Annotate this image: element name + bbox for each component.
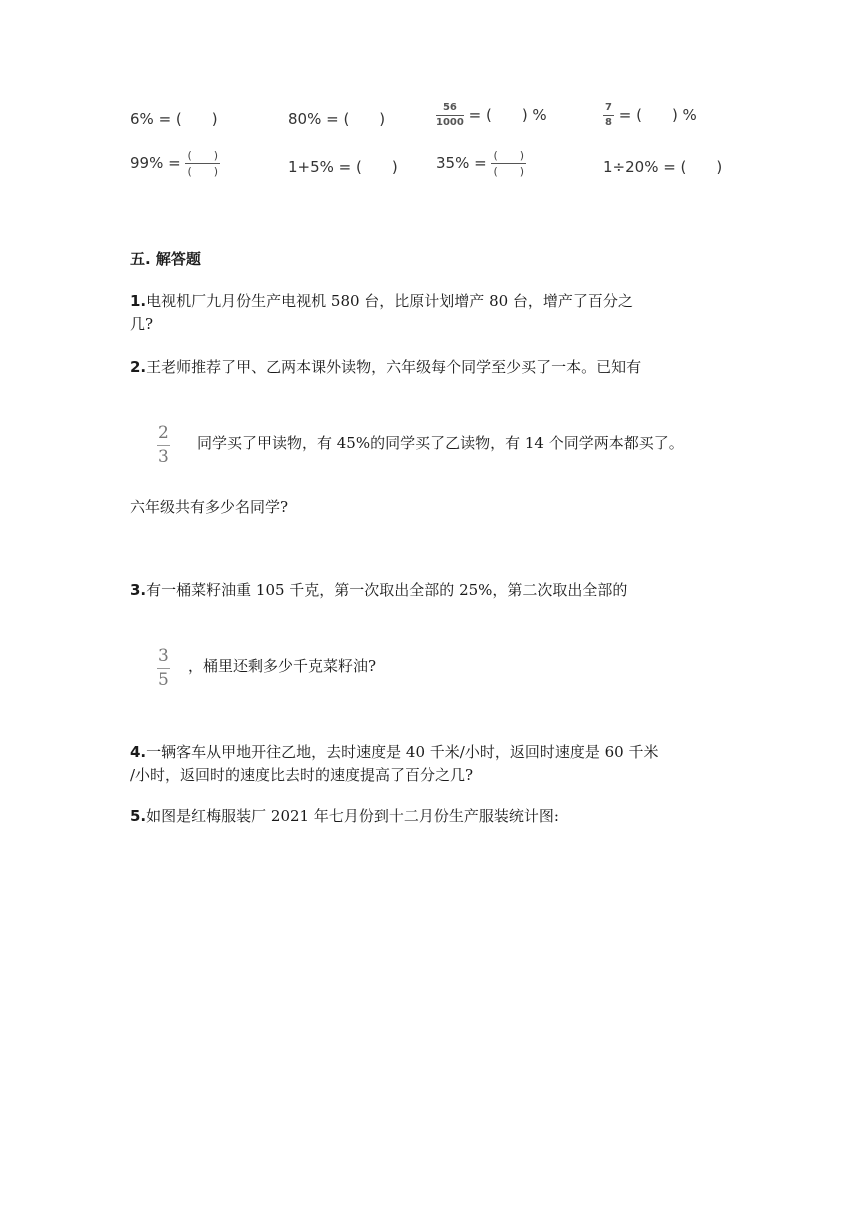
question-number: 2. xyxy=(130,358,147,376)
fraction-7-8 xyxy=(603,103,614,128)
question-text: 王老师推荐了甲、乙两本课外读物，六年级每个同学至少买了一本。已知有 xyxy=(146,358,642,376)
calc-1-div-20-percent: 1÷20% = ( ) xyxy=(603,158,723,176)
fraction-numerator: ( ) xyxy=(493,149,525,162)
question-text: 如图是红梅服装厂 2021 年七月份到十二月份生产服装统计图: xyxy=(146,807,559,825)
question-number: 3. xyxy=(130,581,147,599)
question-2-line-1 xyxy=(130,356,641,378)
calc-rest: = ( ) % xyxy=(618,106,697,124)
question-2-line-3: 六年级共有多少名同学? xyxy=(130,498,289,516)
question-3-line-1 xyxy=(130,579,627,601)
calc-56-over-1000 xyxy=(436,103,547,128)
question-1-line-2: 几? xyxy=(130,315,154,333)
calc-80-percent: 80% = ( ) xyxy=(288,110,386,128)
calc-rest: = ( ) % xyxy=(468,106,547,124)
fraction-numerator: 56 xyxy=(436,103,464,116)
blank-fraction xyxy=(185,150,220,177)
question-text: 有一桶菜籽油重 105 千克，第一次取出全部的 25%，第二次取出全部的 xyxy=(146,581,628,599)
fraction-denominator: 8 xyxy=(605,117,612,128)
fraction-denominator: ( ) xyxy=(187,165,219,178)
blank-fraction xyxy=(491,150,526,177)
calc-7-over-8 xyxy=(603,103,697,128)
fraction-denominator: 5 xyxy=(158,670,169,690)
question-text: 一辆客车从甲地开往乙地，去时速度是 40 千米/小时，返回时速度是 60 千米 xyxy=(146,743,659,761)
question-5-line-1 xyxy=(130,805,559,827)
question-1-line-1 xyxy=(130,290,633,312)
fraction-numerator: ( ) xyxy=(187,149,219,162)
fraction-denominator: ( ) xyxy=(493,165,525,178)
fraction-denominator: 3 xyxy=(158,447,169,467)
question-text: 电视机厂九月份生产电视机 580 台，比原计划增产 80 台，增产了百分之 xyxy=(146,292,633,310)
calc-1-plus-5-percent: 1+5% = ( ) xyxy=(288,158,398,176)
fraction-numerator: 2 xyxy=(157,425,170,446)
question-number: 4. xyxy=(130,743,147,761)
fraction-numerator: 3 xyxy=(157,648,170,669)
question-number: 5. xyxy=(130,807,147,825)
fraction-denominator: 1000 xyxy=(436,117,464,128)
fraction-56-1000 xyxy=(436,103,464,128)
question-2-line-2: 同学买了甲读物，有 45%的同学买了乙读物，有 14 个同学两本都买了。 xyxy=(197,434,684,452)
fraction-2-3 xyxy=(157,425,170,466)
fraction-3-5 xyxy=(157,648,170,689)
question-3-line-2: ，桶里还剩多少千克菜籽油? xyxy=(188,657,377,675)
question-4-line-1 xyxy=(130,741,658,763)
question-4-line-2: /小时，返回时的速度比去时的速度提高了百分之几? xyxy=(130,766,474,784)
calc-35-percent xyxy=(436,150,526,177)
calc-6-percent: 6% = ( ) xyxy=(130,110,218,128)
calc-lhs: 35% = xyxy=(436,154,487,172)
section-title: 五. 解答题 xyxy=(130,250,201,268)
question-number: 1. xyxy=(130,292,147,310)
calc-99-percent xyxy=(130,150,220,177)
fraction-numerator: 7 xyxy=(603,103,614,116)
calc-lhs: 99% = xyxy=(130,154,181,172)
